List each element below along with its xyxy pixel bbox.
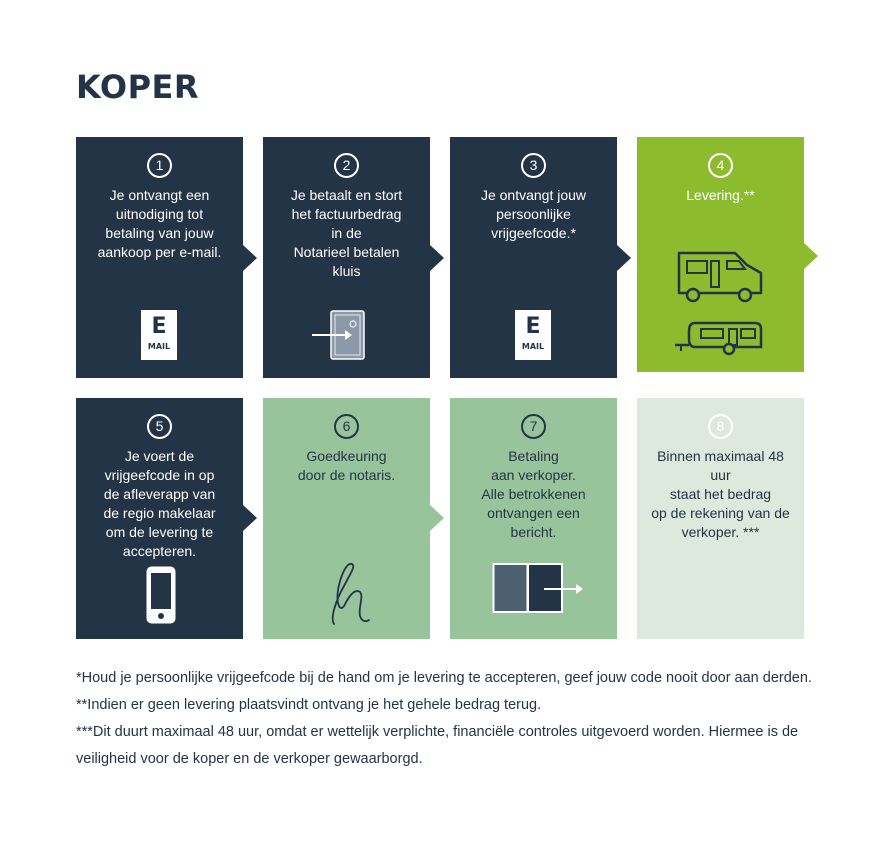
smartphone-icon	[145, 565, 177, 625]
footnote: veiligheid voor de koper en de verkoper gewaarborgd.	[76, 751, 423, 767]
step-6-card	[263, 398, 430, 639]
step-text: Betaling aan verkoper. Alle betrokkenen ontvangen een bericht.	[481, 448, 586, 540]
step-2-card	[263, 137, 430, 378]
step-number: 2	[334, 153, 359, 178]
step-8-card	[637, 398, 804, 639]
step-number: 7	[521, 414, 546, 439]
step-arrow	[430, 245, 444, 271]
step-number: 1	[147, 153, 172, 178]
step-arrow	[804, 243, 818, 269]
camper-and-caravan-icon	[673, 245, 769, 365]
footnote: **Indien er geen levering plaatsvindt ontvang je het gehele bedrag terug.	[76, 697, 542, 713]
signature-icon	[326, 560, 372, 630]
step-1-card	[76, 137, 243, 378]
footnote: *Houd je persoonlijke vrijgeefcode bij de hand om je levering te accepteren, geef jouw code nooit door aan derden.	[76, 670, 812, 686]
step-number: 8	[708, 414, 733, 439]
step-text: Levering.**	[686, 187, 755, 203]
email-icon: E MAIL	[515, 310, 551, 360]
page-title: KOPER	[76, 68, 200, 106]
step-text: Je voert de vrijgeefcode in op de afleverapp van de regio makelaar om de levering te accepteren.	[103, 448, 216, 559]
vault-door-icon	[310, 309, 370, 363]
step-number: 4	[708, 153, 733, 178]
footnote: ***Dit duurt maximaal 48 uur, omdat er wettelijk verplichte, financiële controles uitgevoerd worden. Hiermee is de	[76, 724, 799, 740]
email-icon: E MAIL	[141, 310, 177, 360]
step-number: 3	[521, 153, 546, 178]
step-3-card	[450, 137, 617, 378]
step-5-card	[76, 398, 243, 639]
step-7-card	[450, 398, 617, 639]
step-number: 5	[147, 414, 172, 439]
step-text: Je ontvangt een uitnodiging tot betaling van jouw aankoop per e-mail.	[97, 187, 222, 260]
transfer-icon	[492, 562, 584, 616]
step-text: Je ontvangt jouw persoonlijke vrijgeefcode.*	[480, 187, 587, 241]
footnotes	[76, 665, 816, 773]
step-text: Binnen maximaal 48 uur staat het bedrag op de rekening van de verkoper. ***	[651, 448, 790, 540]
step-arrow	[243, 505, 257, 531]
step-number: 6	[334, 414, 359, 439]
step-text: Goedkeuring door de notaris.	[297, 448, 396, 483]
step-arrow	[243, 245, 257, 271]
step-text: Je betaalt en stort het factuurbedrag in de Notarieel betalen kluis	[290, 187, 403, 279]
step-4-card	[637, 137, 804, 372]
step-arrow	[617, 245, 631, 271]
step-arrow	[430, 505, 444, 531]
